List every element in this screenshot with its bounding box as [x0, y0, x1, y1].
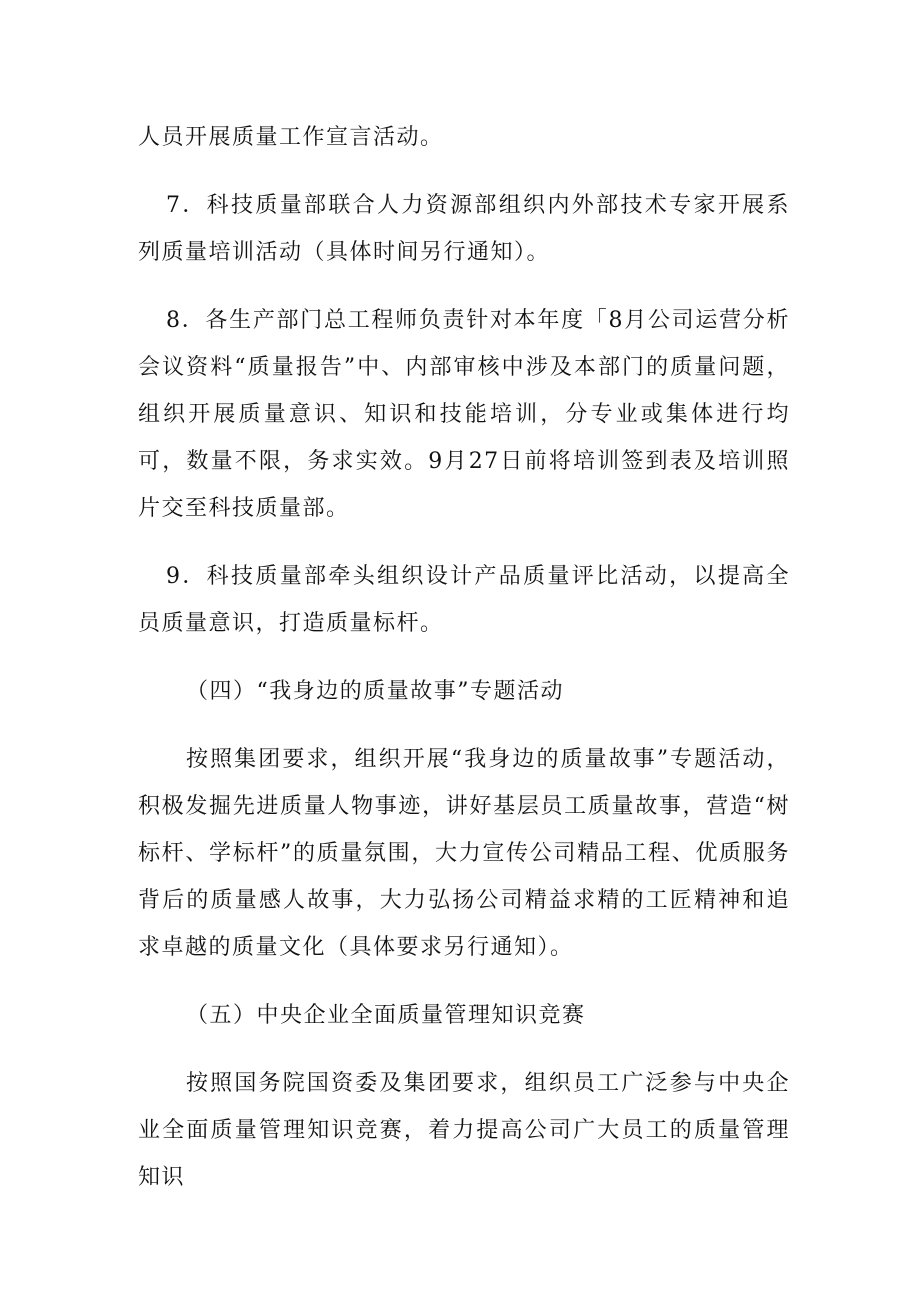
paragraph-knowledge-contest: 按照国务院国资委及集团要求，组织员工广泛参与中央企业全面质量管理知识竞赛，着力提高公司广大员工的质量管理知识: [138, 1071, 790, 1190]
document-page: [138, 114, 790, 1201]
paragraph-gap: [138, 532, 790, 553]
paragraph-gap: [138, 161, 790, 182]
paragraph-gap: [138, 1039, 790, 1060]
paragraph-item-7: 7．科技质量部联合人力资源部组织内外部技术专家开展系列质量培训活动（具体时间另行通知）。: [138, 193, 790, 265]
paragraph-gap: [138, 276, 790, 297]
paragraph-item-9: 9．科技质量部牵头组织设计产品质量评比活动，以提高全员质量意识，打造质量标杆。: [138, 564, 790, 636]
paragraph-gap: [138, 971, 790, 992]
section-heading-5: （五）中央企业全面质量管理知识竞赛: [186, 1003, 586, 1028]
section-heading-4: （四）“我身边的质量故事”专题活动: [186, 679, 564, 704]
paragraph-gap: [138, 647, 790, 668]
paragraph-continuation: 人员开展质量工作宣言活动。: [138, 125, 444, 150]
paragraph-item-8: 8．各生产部门总工程师负责针对本年度「8月公司运营分析会议资料“质量报告”中、内部审核中涉及本部门的质量问题，组织开展质量意识、知识和技能培训，分专业或集体进行均可，数量不限，务求实效。9月27日前将培训签到表及培训照片交至科技质量部。: [138, 308, 790, 521]
paragraph-quality-story: 按照集团要求，组织开展“我身边的质量故事”专题活动，积极发掘先进质量人物事迹，讲好基层员工质量故事，营造“树标杆、学标杆”的质量氛围，大力宣传公司精品工程、优质服务背后的质量感人故事，大力弘扬公司精益求精的工匠精神和追求卓越的质量文化（具体要求另行通知）。: [138, 747, 790, 960]
paragraph-gap: [138, 715, 790, 736]
